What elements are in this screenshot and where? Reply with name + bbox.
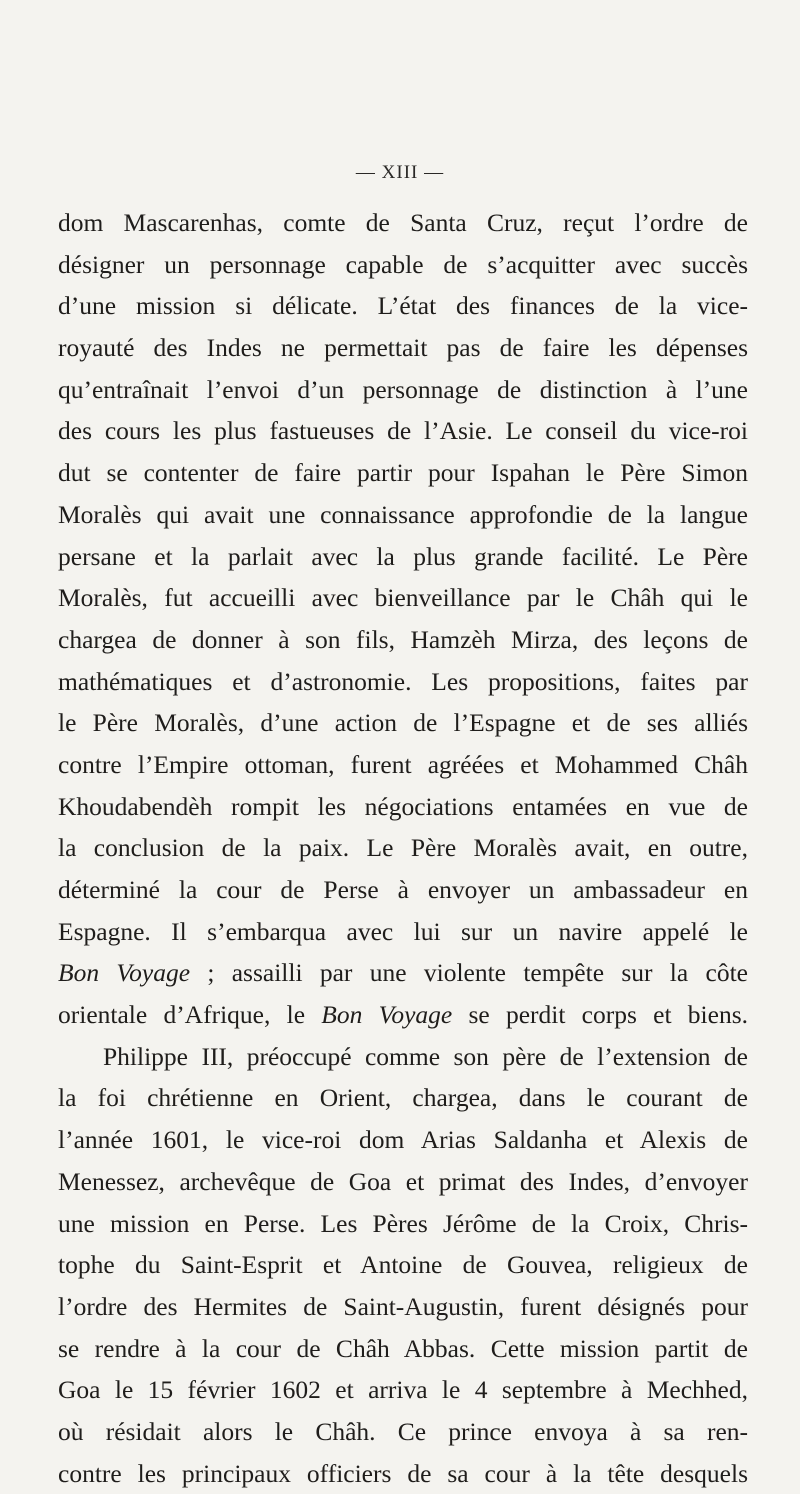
text-line bbox=[58, 327, 748, 369]
text-line bbox=[58, 1036, 748, 1078]
text-segment: l’ordre des Hermites de Saint-Augustin, furent désignés pour bbox=[58, 1291, 748, 1321]
italic-title: Bon Voyage bbox=[58, 958, 191, 988]
text-segment: désigner un personnage capable de s’acquitter avec succès bbox=[58, 249, 748, 279]
text-line bbox=[58, 661, 748, 703]
text-line bbox=[58, 1411, 748, 1453]
text-line bbox=[58, 1077, 748, 1119]
text-segment: la foi chrétienne en Orient, chargea, dans le courant de bbox=[58, 1083, 748, 1113]
text-segment: Philippe III, préoccupé comme son père de l’extension de bbox=[103, 1041, 748, 1071]
text-segment: Moralès qui avait une connaissance approfondie de la langue bbox=[58, 499, 748, 529]
text-line bbox=[58, 1203, 748, 1245]
text-line bbox=[58, 744, 748, 786]
text-segment: l’année 1601, le vice-roi dom Arias Saldanha et Alexis de bbox=[58, 1125, 748, 1155]
text-segment: se rendre à la cour de Châh Abbas. Cette mission partit de bbox=[58, 1333, 748, 1363]
text-line bbox=[58, 1161, 748, 1203]
text-segment: déterminé la cour de Perse à envoyer un ambassadeur en bbox=[58, 875, 748, 904]
text-line bbox=[58, 285, 748, 327]
text-segment: Menessez, archevêque de Goa et primat des Indes, d’envoyer bbox=[58, 1166, 748, 1196]
text-segment: contre les principaux officiers de sa cour à la tête desquels bbox=[58, 1458, 748, 1488]
body-text bbox=[58, 202, 748, 1494]
text-line bbox=[58, 1453, 748, 1494]
text-segment: contre l’Empire ottoman, furent agréées et Mohammed Châh bbox=[58, 749, 748, 779]
text-line bbox=[58, 702, 748, 744]
text-line bbox=[58, 494, 748, 536]
text-line bbox=[58, 786, 748, 828]
text-segment: des cours les plus fastueuses de l’Asie. Le conseil du vice-roi bbox=[58, 416, 748, 446]
text-segment: dut se contenter de faire partir pour Ispahan le Père Simon bbox=[58, 458, 748, 488]
text-line bbox=[58, 1119, 748, 1161]
text-segment: une mission en Perse. Les Pères Jérôme de la Croix, Chris- bbox=[58, 1208, 748, 1238]
text-line bbox=[58, 1286, 748, 1328]
text-segment: royauté des Indes ne permettait pas de faire les dépenses bbox=[58, 333, 748, 363]
text-line bbox=[58, 202, 748, 244]
text-line bbox=[58, 1244, 748, 1286]
text-segment: persane et la parlait avec la plus grande facilité. Le Père bbox=[58, 541, 748, 571]
text-segment: tophe du Saint-Esprit et Antoine de Gouvea, religieux de bbox=[58, 1250, 748, 1280]
text-line bbox=[58, 244, 748, 286]
text-segment: Khoudabendèh rompit les négociations entamées en vue de bbox=[58, 791, 748, 821]
text-line bbox=[58, 619, 748, 661]
text-segment: mathématiques et d’astronomie. Les propositions, faites par bbox=[58, 666, 748, 696]
text-line bbox=[58, 911, 748, 953]
text-segment: se perdit corps et biens. bbox=[452, 1000, 748, 1030]
text-segment: orientale d’Afrique, le bbox=[58, 1000, 322, 1030]
text-segment: Espagne. Il s’embarqua avec lui sur un navire appelé le bbox=[58, 916, 748, 946]
text-line bbox=[58, 1328, 748, 1370]
text-line bbox=[58, 994, 748, 1036]
text-segment: qu’entraînait l’envoi d’un personnage de distinction à l’une bbox=[58, 374, 748, 404]
text-segment: d’une mission si délicate. L’état des finances de la vice- bbox=[58, 291, 748, 321]
text-line bbox=[58, 827, 748, 869]
text-segment: où résidait alors le Châh. Ce prince envoya à sa ren- bbox=[58, 1416, 748, 1446]
text-line bbox=[58, 577, 748, 619]
italic-title: Bon Voyage bbox=[321, 1000, 453, 1030]
text-segment: dom Mascarenhas, comte de Santa Cruz, reçut l’ordre de bbox=[58, 208, 748, 237]
text-segment: ; assailli par une violente tempête sur la côte bbox=[190, 958, 748, 988]
text-segment: Goa le 15 février 1602 et arriva le 4 septembre à Mechhed, bbox=[58, 1375, 748, 1405]
text-line bbox=[58, 369, 748, 411]
text-segment: chargea de donner à son fils, Hamzèh Mirza, des leçons de bbox=[58, 624, 748, 654]
text-line bbox=[58, 1369, 748, 1411]
page-number: — XIII — bbox=[355, 162, 445, 183]
text-line bbox=[58, 452, 748, 494]
text-line bbox=[58, 536, 748, 578]
text-segment: la conclusion de la paix. Le Père Moralès avait, en outre, bbox=[58, 833, 748, 863]
text-segment: Moralès, fut accueilli avec bienveillance par le Châh qui le bbox=[58, 583, 748, 613]
text-line bbox=[58, 410, 748, 452]
text-line bbox=[58, 869, 748, 911]
text-line bbox=[58, 952, 748, 994]
text-segment: le Père Moralès, d’une action de l’Espagne et de ses alliés bbox=[58, 708, 748, 738]
